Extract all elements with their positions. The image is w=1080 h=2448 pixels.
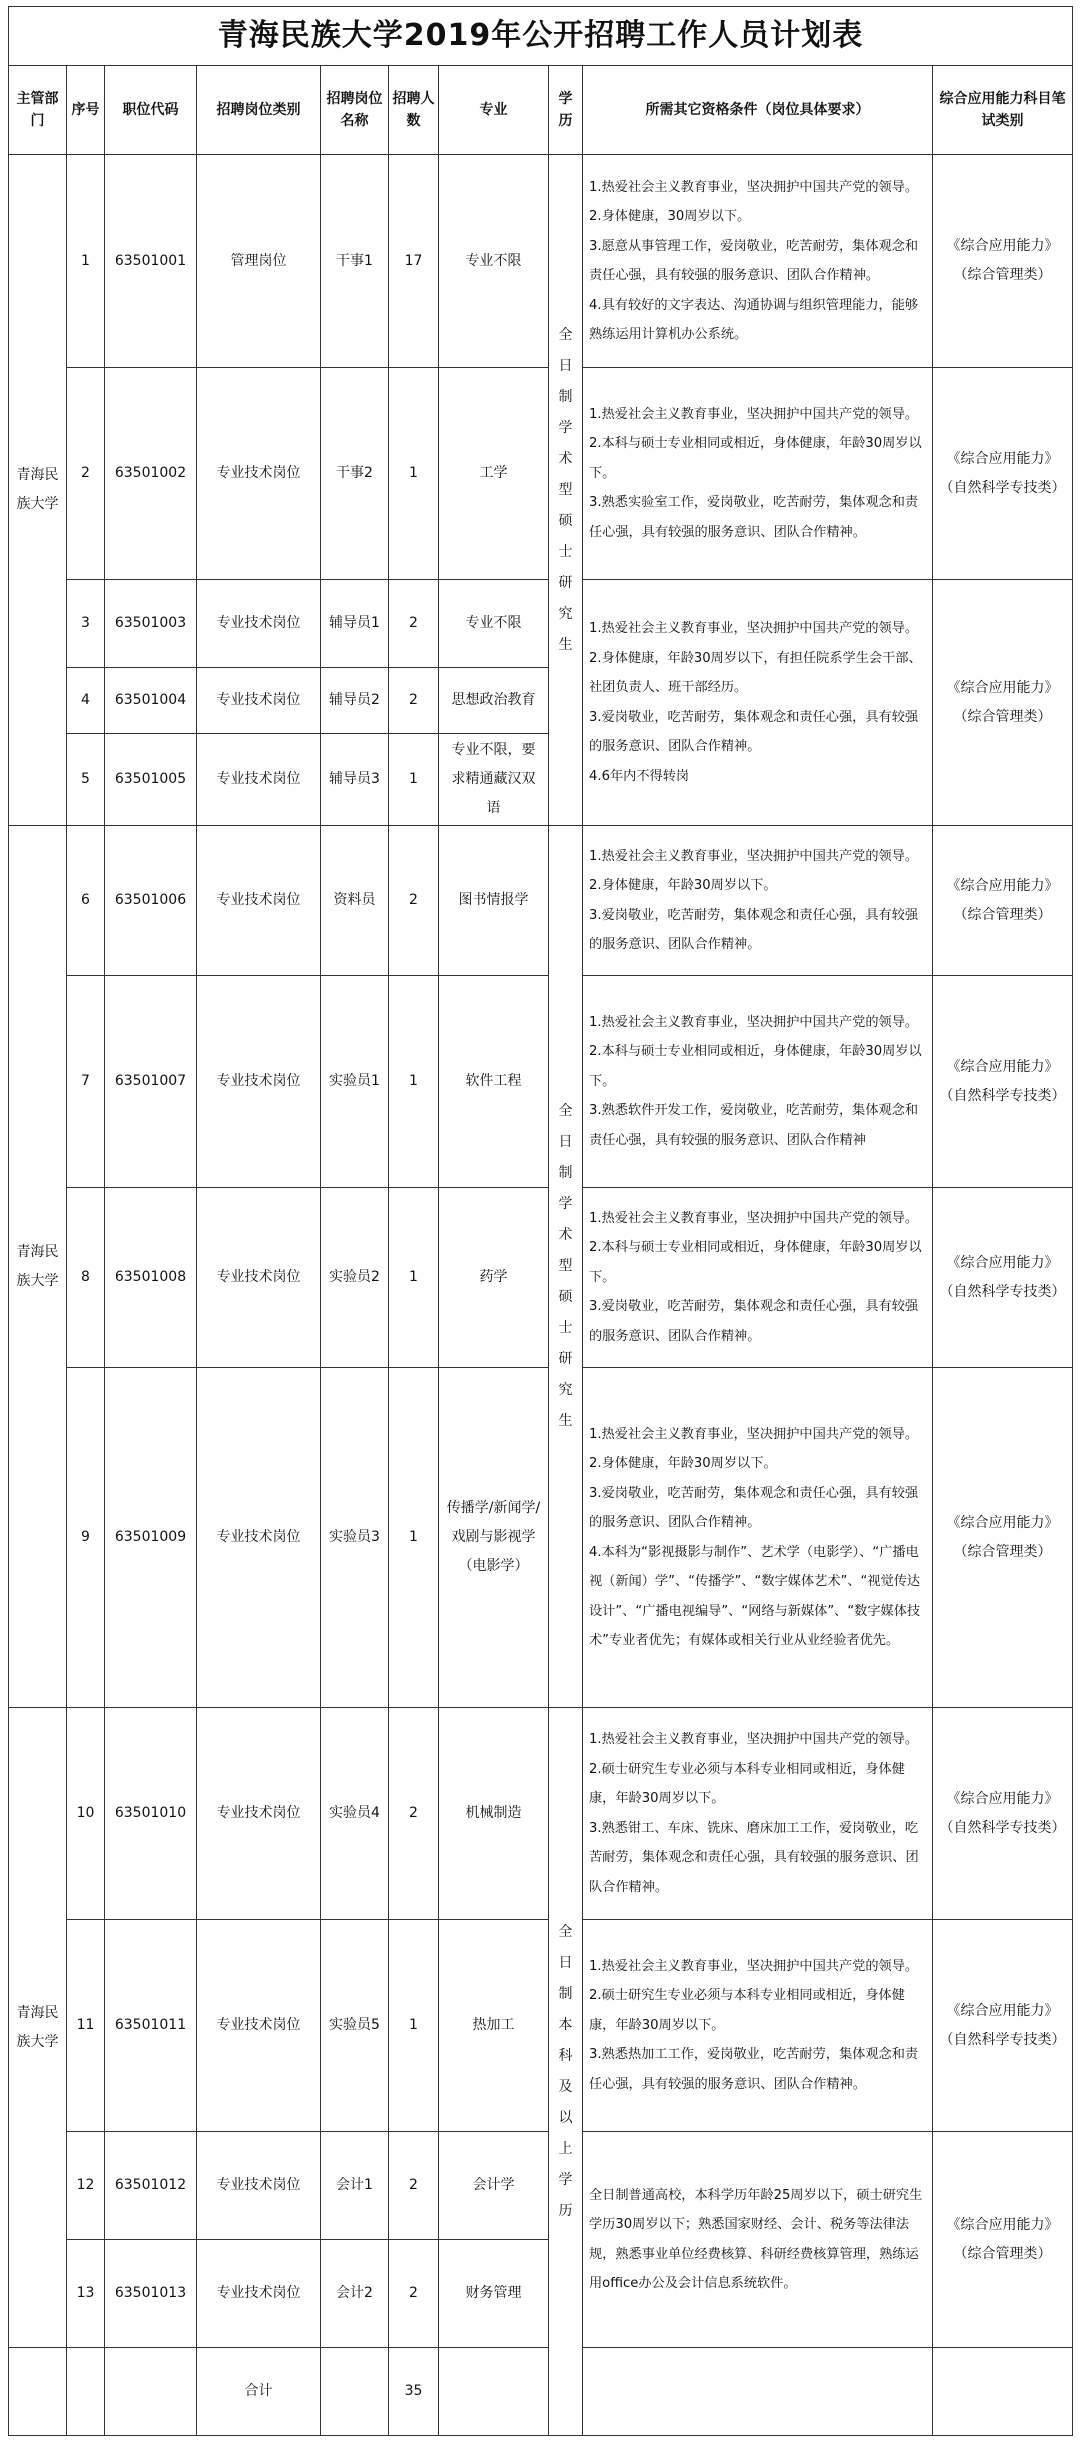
code-cell: 63501009 <box>105 1368 197 1708</box>
dept-cell: 青海民族大学 <box>9 155 67 826</box>
code-cell: 63501001 <box>105 155 197 368</box>
post-cell: 实验员2 <box>321 1188 389 1368</box>
table-row <box>9 2132 1073 2240</box>
requirement-line: 1.热爱社会主义教育事业，坚决拥护中国共产党的领导。 <box>589 406 919 422</box>
requirement-line: 3.熟悉实验室工作，爱岗敬业，吃苦耐劳，集体观念和责任心强，具有较强的服务意识、团队合作精神。 <box>589 495 919 540</box>
total-empty-cell <box>9 2348 67 2436</box>
code-cell: 63501010 <box>105 1708 197 1920</box>
post-cell: 干事2 <box>321 368 389 580</box>
category-cell: 管理岗位 <box>197 155 321 368</box>
table-row <box>9 368 1073 580</box>
category-cell: 专业技术岗位 <box>197 580 321 668</box>
requirement-line: 2.身体健康，年龄30周岁以下，有担任院系学生会干部、社团负责人、班干部经历。 <box>589 650 922 695</box>
requirement-line: 3.熟悉软件开发工作，爱岗敬业，吃苦耐劳，集体观念和责任心强，具有较强的服务意识、团队合作精神 <box>589 1103 919 1148</box>
category-cell: 专业技术岗位 <box>197 1920 321 2132</box>
header-major: 专业 <box>439 66 549 155</box>
code-cell: 63501003 <box>105 580 197 668</box>
requirement-line: 2.本科与硕士专业相同或相近，身体健康，年龄30周岁以下。 <box>589 1240 922 1285</box>
header-seq: 序号 <box>67 66 105 155</box>
major-cell: 会计学 <box>439 2132 549 2240</box>
requirement-line: 1.热爱社会主义教育事业，坚决拥护中国共产党的领导。 <box>589 179 919 195</box>
table-row <box>9 826 1073 976</box>
seq-cell: 10 <box>67 1708 105 1920</box>
header-count: 招聘人数 <box>389 66 439 155</box>
seq-cell: 3 <box>67 580 105 668</box>
seq-cell: 4 <box>67 668 105 734</box>
category-cell: 专业技术岗位 <box>197 668 321 734</box>
exam-cell: 《综合应用能力》（综合管理类） <box>933 155 1073 368</box>
category-cell: 专业技术岗位 <box>197 826 321 976</box>
seq-cell: 2 <box>67 368 105 580</box>
requirement-line: 2.硕士研究生专业必须与本科专业相同或相近，身体健康，年龄30周岁以下。 <box>589 1761 905 1806</box>
major-cell: 工学 <box>439 368 549 580</box>
requirement-line: 3.爱岗敬业，吃苦耐劳，集体观念和责任心强，具有较强的服务意识、团队合作精神。 <box>589 709 919 754</box>
seq-cell: 1 <box>67 155 105 368</box>
dept-cell: 青海民族大学 <box>9 826 67 1708</box>
count-cell: 1 <box>389 368 439 580</box>
requirement-line: 1.热爱社会主义教育事业，坚决拥护中国共产党的领导。 <box>589 1014 919 1030</box>
total-count: 35 <box>389 2348 439 2436</box>
requirement-line: 2.身体健康，年龄30周岁以下。 <box>589 1456 777 1471</box>
requirement-line: 4.6年内不得转岗 <box>589 768 690 784</box>
post-cell: 会计1 <box>321 2132 389 2240</box>
post-cell: 资料员 <box>321 826 389 976</box>
category-cell: 专业技术岗位 <box>197 368 321 580</box>
header-exam: 综合应用能力科目笔试类别 <box>933 66 1073 155</box>
requirement-line: 2.硕士研究生专业必须与本科专业相同或相近，身体健康，年龄30周岁以下。 <box>589 1988 905 2033</box>
requirement-line: 3.爱岗敬业，吃苦耐劳，集体观念和责任心强，具有较强的服务意识、团队合作精神。 <box>589 1485 919 1530</box>
req-cell <box>583 155 933 368</box>
edu-vertical-text: 全 日 制 本 科 及 以 上 学 历 <box>558 1923 573 2219</box>
table-row <box>9 1188 1073 1368</box>
table-row <box>9 580 1073 668</box>
requirement-line: 3.熟悉热加工工作，爱岗敬业，吃苦耐劳，集体观念和责任心强，具有较强的服务意识、团队合作精神。 <box>589 2047 919 2092</box>
code-cell: 63501007 <box>105 976 197 1188</box>
post-cell: 实验员5 <box>321 1920 389 2132</box>
exam-cell: 《综合应用能力》（自然科学专技类） <box>933 368 1073 580</box>
header-code: 职位代码 <box>105 66 197 155</box>
total-label: 合计 <box>197 2348 321 2436</box>
requirement-line: 2.身体健康，年龄30周岁以下。 <box>589 878 777 893</box>
requirement-line: 1.热爱社会主义教育事业，坚决拥护中国共产党的领导。 <box>589 1732 919 1747</box>
table-row <box>9 1708 1073 1920</box>
header-category: 招聘岗位类别 <box>197 66 321 155</box>
requirement-line: 2.本科与硕士专业相同或相近，身体健康，年龄30周岁以下。 <box>589 1044 922 1089</box>
header-post: 招聘岗位名称 <box>321 66 389 155</box>
requirement-line: 1.热爱社会主义教育事业，坚决拥护中国共产党的领导。 <box>589 1210 919 1226</box>
edu-vertical-text: 全 日 制 学 术 型 硕 士 研 究 生 <box>558 1103 573 1429</box>
requirement-line: 2.本科与硕士专业相同或相近，身体健康，年龄30周岁以下。 <box>589 436 922 481</box>
count-cell: 1 <box>389 1188 439 1368</box>
req-cell <box>583 976 933 1188</box>
count-cell: 2 <box>389 2240 439 2348</box>
category-cell: 专业技术岗位 <box>197 1708 321 1920</box>
dept-cell: 青海民族大学 <box>9 1708 67 2348</box>
post-cell: 辅导员3 <box>321 734 389 826</box>
code-cell: 63501004 <box>105 668 197 734</box>
edu-cell <box>549 826 583 1708</box>
requirement-line: 1.热爱社会主义教育事业，坚决拥护中国共产党的领导。 <box>589 848 919 864</box>
total-empty-cell <box>933 2348 1073 2436</box>
count-cell: 17 <box>389 155 439 368</box>
major-cell: 机械制造 <box>439 1708 549 1920</box>
post-cell: 实验员4 <box>321 1708 389 1920</box>
major-cell: 专业不限 <box>439 155 549 368</box>
count-cell: 2 <box>389 826 439 976</box>
code-cell: 63501005 <box>105 734 197 826</box>
req-cell <box>583 1920 933 2132</box>
edu-vertical-text: 全 日 制 学 术 型 硕 士 研 究 生 <box>558 326 573 653</box>
req-cell <box>583 2132 933 2348</box>
total-empty-cell <box>439 2348 549 2436</box>
count-cell: 2 <box>389 2132 439 2240</box>
table-row <box>9 1920 1073 2132</box>
exam-cell: 《综合应用能力》（自然科学专技类） <box>933 1920 1073 2132</box>
exam-cell: 《综合应用能力》（综合管理类） <box>933 2132 1073 2348</box>
code-cell: 63501012 <box>105 2132 197 2240</box>
category-cell: 专业技术岗位 <box>197 734 321 826</box>
req-cell <box>583 580 933 826</box>
seq-cell: 11 <box>67 1920 105 2132</box>
requirement-line: 2.身体健康，30周岁以下。 <box>589 209 751 224</box>
post-cell: 实验员3 <box>321 1368 389 1708</box>
req-cell <box>583 1368 933 1708</box>
exam-cell: 《综合应用能力》（自然科学专技类） <box>933 976 1073 1188</box>
count-cell: 1 <box>389 1368 439 1708</box>
count-cell: 1 <box>389 1920 439 2132</box>
req-cell <box>583 826 933 976</box>
major-cell: 思想政治教育 <box>439 668 549 734</box>
edu-cell <box>549 155 583 826</box>
count-cell: 2 <box>389 1708 439 1920</box>
code-cell: 63501011 <box>105 1920 197 2132</box>
count-cell: 2 <box>389 668 439 734</box>
requirement-line: 1.热爱社会主义教育事业，坚决拥护中国共产党的领导。 <box>589 1958 919 1974</box>
table-row <box>9 155 1073 368</box>
exam-cell: 《综合应用能力》（综合管理类） <box>933 826 1073 976</box>
table-title: 青海民族大学2019年公开招聘工作人员计划表 <box>9 7 1073 66</box>
category-cell: 专业技术岗位 <box>197 976 321 1188</box>
requirement-line: 3.愿意从事管理工作，爱岗敬业，吃苦耐劳，集体观念和责任心强，具有较强的服务意识、团队合作精神。 <box>589 238 919 283</box>
major-cell: 图书情报学 <box>439 826 549 976</box>
code-cell: 63501002 <box>105 368 197 580</box>
total-empty-cell <box>321 2348 389 2436</box>
major-cell: 财务管理 <box>439 2240 549 2348</box>
edu-cell <box>549 1708 583 2436</box>
header-edu: 学历 <box>549 66 583 155</box>
req-cell <box>583 368 933 580</box>
requirement-line: 3.爱岗敬业，吃苦耐劳，集体观念和责任心强，具有较强的服务意识、团队合作精神。 <box>589 1299 919 1344</box>
header-req: 所需其它资格条件（岗位具体要求） <box>583 66 933 155</box>
recruitment-table <box>8 6 1073 2436</box>
major-cell: 药学 <box>439 1188 549 1368</box>
major-cell: 软件工程 <box>439 976 549 1188</box>
post-cell: 会计2 <box>321 2240 389 2348</box>
exam-cell: 《综合应用能力》（自然科学专技类） <box>933 1708 1073 1920</box>
req-cell <box>583 1188 933 1368</box>
code-cell: 63501013 <box>105 2240 197 2348</box>
requirement-line: 4.具有较好的文字表达、沟通协调与组织管理能力，能够熟练运用计算机办公系统。 <box>589 297 919 342</box>
category-cell: 专业技术岗位 <box>197 2240 321 2348</box>
table-row <box>9 1368 1073 1708</box>
req-cell <box>583 1708 933 1920</box>
major-cell: 专业不限 <box>439 580 549 668</box>
code-cell: 63501008 <box>105 1188 197 1368</box>
header-row <box>9 66 1073 155</box>
post-cell: 辅导员2 <box>321 668 389 734</box>
seq-cell: 5 <box>67 734 105 826</box>
requirement-line: 1.热爱社会主义教育事业，坚决拥护中国共产党的领导。 <box>589 621 919 636</box>
post-cell: 实验员1 <box>321 976 389 1188</box>
code-cell: 63501006 <box>105 826 197 976</box>
requirement-line: 全日制普通高校，本科学历年龄25周岁以下，硕士研究生学历30周岁以下；熟悉国家财经、会计、税务等法律法规，熟悉事业单位经费核算、科研经费核算管理，熟练运用office办公及会计信息系统软件。 <box>589 2187 923 2291</box>
exam-cell: 《综合应用能力》（综合管理类） <box>933 1368 1073 1708</box>
count-cell: 1 <box>389 734 439 826</box>
major-cell: 传播学/新闻学/戏剧与影视学（电影学） <box>439 1368 549 1708</box>
post-cell: 辅导员1 <box>321 580 389 668</box>
category-cell: 专业技术岗位 <box>197 2132 321 2240</box>
seq-cell: 7 <box>67 976 105 1188</box>
post-cell: 干事1 <box>321 155 389 368</box>
requirement-line: 3.熟悉钳工、车床、铣床、磨床加工工作，爱岗敬业，吃苦耐劳，集体观念和责任心强，具有较强的服务意识、团队合作精神。 <box>589 1820 919 1895</box>
total-row <box>9 2348 1073 2436</box>
total-empty-cell <box>67 2348 105 2436</box>
category-cell: 专业技术岗位 <box>197 1368 321 1708</box>
major-cell: 专业不限，要求精通藏汉双语 <box>439 734 549 826</box>
exam-cell: 《综合应用能力》（自然科学专技类） <box>933 1188 1073 1368</box>
exam-cell: 《综合应用能力》（综合管理类） <box>933 580 1073 826</box>
count-cell: 1 <box>389 976 439 1188</box>
major-cell: 热加工 <box>439 1920 549 2132</box>
category-cell: 专业技术岗位 <box>197 1188 321 1368</box>
requirement-line: 3.爱岗敬业，吃苦耐劳，集体观念和责任心强，具有较强的服务意识、团队合作精神。 <box>589 907 919 952</box>
total-empty-cell <box>105 2348 197 2436</box>
table-row <box>9 976 1073 1188</box>
requirement-line: 4.本科为“影视摄影与制作”、艺术学（电影学）、“广播电视（新闻）学”、“传播学”、“数字媒体艺术”、“视觉传达设计”、“广播电视编导”、“网络与新媒体”、“数字媒体技术”专业者优先；有媒体或相关行业从业经验者优先。 <box>589 1544 921 1648</box>
seq-cell: 13 <box>67 2240 105 2348</box>
seq-cell: 8 <box>67 1188 105 1368</box>
total-empty-cell <box>583 2348 933 2436</box>
header-dept: 主管部门 <box>9 66 67 155</box>
seq-cell: 6 <box>67 826 105 976</box>
requirement-line: 1.热爱社会主义教育事业，坚决拥护中国共产党的领导。 <box>589 1426 919 1442</box>
seq-cell: 12 <box>67 2132 105 2240</box>
count-cell: 2 <box>389 580 439 668</box>
seq-cell: 9 <box>67 1368 105 1708</box>
